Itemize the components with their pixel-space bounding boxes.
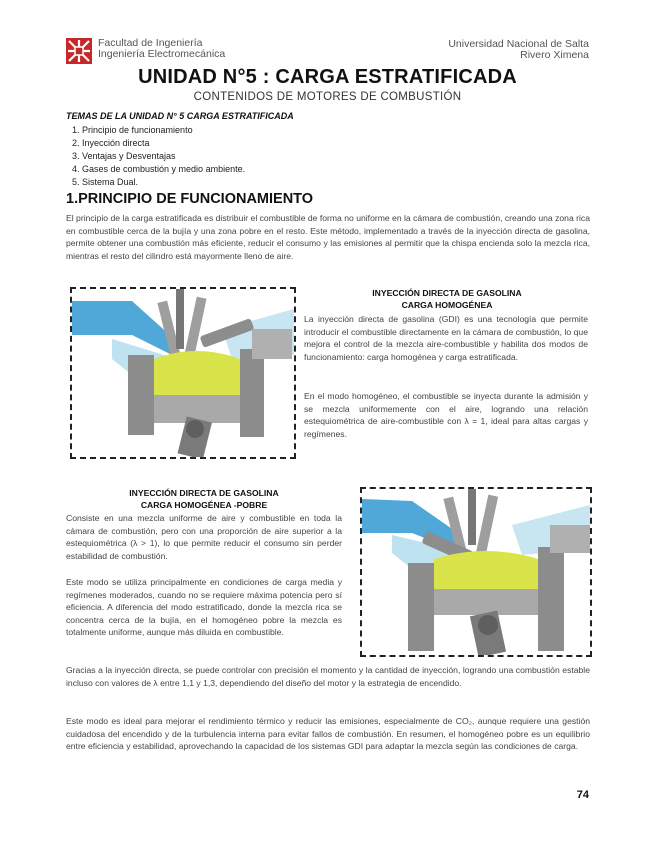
topic-item: 2. Inyección directa (72, 138, 150, 148)
topic-item: 4. Gases de combustión y medio ambiente. (72, 164, 246, 174)
topic-item: 3. Ventajas y Desventajas (72, 151, 176, 161)
page-number: 74 (576, 789, 589, 801)
section-title: 1.PRINCIPIO DE FUNCIONAMIENTO (66, 191, 314, 207)
figure1-caption-line2: CARGA HOMOGÉNEA (401, 300, 493, 310)
page-subtitle: CONTENIDOS DE MOTORES DE COMBUSTIÓN (193, 91, 462, 103)
engine-cutaway-illustration (72, 289, 294, 457)
author-name: Rivero Ximena (520, 49, 589, 61)
figure2-caption-line2: CARGA HOMOGÉNEA -POBRE (140, 500, 268, 510)
figure2-caption-line1: INYECCIÓN DIRECTA DE GASOLINA (129, 488, 279, 498)
homogeneous-paragraph-2: En el modo homogéneo, el combustible se inyecta durante la admisión y se mezcla uniformemente con el aire, logrando una relación estequiométrica de aire-combustible con λ = 1, ideal para altas cargas y regímenes. (304, 391, 588, 439)
engine-cutaway-illustration (362, 489, 590, 655)
career-name: Ingeniería Electromecánica (98, 48, 226, 60)
topics-heading: TEMAS DE LA UNIDAD N° 5 CARGA ESTRATIFICADA (66, 111, 294, 121)
faculty-logo-icon (66, 38, 92, 64)
lean-paragraph-1: Consiste en una mezcla uniforme de aire y combustible en toda la cámara de combustión, pero con una proporción de aire superior a la estequiométrica (λ > 1), lo que permite reducir el consumo sin perder estabilidad de combustión. (66, 513, 342, 561)
intro-paragraph: El principio de la carga estratificada es distribuir el combustible de forma no uniforme en la cámara de combustión, creando una zona rica en combustible cerca de la bujía y una zona pobre en el resto. Este método, implementado a través de la inyección directa de gasolina, permite obtener una combustión más eficiente, reducir el consumo y las emisiones al permitir que la chispa encienda solo la mezcla rica, mientras el resto del cilindro está mayormente lleno de aire. (66, 213, 590, 261)
engine-figure-homogeneous-lean (360, 487, 592, 657)
figure2-caption (66, 487, 342, 511)
closing-paragraph-2: Este modo es ideal para mejorar el rendimiento térmico y reducir las emisiones, especialmente de CO₂, aunque requiere una gestión cuidadosa del encendido y de la turbulencia interna para evitar fallos de combustión. En resumen, el homogéneo pobre es un equilibrio entre eficiencia y estabilidad, aprovechando la capacidad de los sistemas GDI para adaptar la mezcla según las condiciones de carga. (66, 716, 590, 752)
figure1-caption-line1: INYECCIÓN DIRECTA DE GASOLINA (372, 288, 522, 298)
homogeneous-paragraph-1: La inyección directa de gasolina (GDI) es una tecnología que permite introducir el combustible directamente en la cámara de combustión, lo que mejora el control de la mezcla aire-combustible y habilita dos modos de funcionamiento: carga homogénea y carga estratificada. (304, 314, 588, 362)
engine-figure-homogeneous (70, 287, 296, 459)
topic-item: 1. Principio de funcionamiento (72, 125, 193, 135)
university-name: Universidad Nacional de Salta (448, 38, 589, 50)
figure1-caption (304, 287, 590, 311)
lean-paragraph-2: Este modo se utiliza principalmente en condiciones de carga media y regímenes moderados, cuando no se requiere máxima potencia pero sí eficiencia. A diferencia del modo estratificado, donde la mezcla rica se concentra cerca de la bujía, en el homogéneo pobre la mezcla es totalmente uniforme, aunque más diluida en combustible. (66, 577, 342, 638)
faculty-name: Facultad de Ingeniería (98, 37, 203, 49)
header-right (448, 39, 589, 61)
page-title: UNIDAD N°5 : CARGA ESTRATIFICADA (138, 66, 517, 88)
header-left (66, 38, 225, 64)
closing-paragraph-1: Gracias a la inyección directa, se puede controlar con precisión el momento y la cantidad de inyección, logrando una combustión estable incluso con valores de λ entre 1,1 y 1,3, dependiendo del diseño del motor y la estrategia de encendido. (66, 665, 590, 688)
topics-list (72, 124, 245, 189)
topic-item: 5. Sistema Dual. (72, 177, 139, 187)
